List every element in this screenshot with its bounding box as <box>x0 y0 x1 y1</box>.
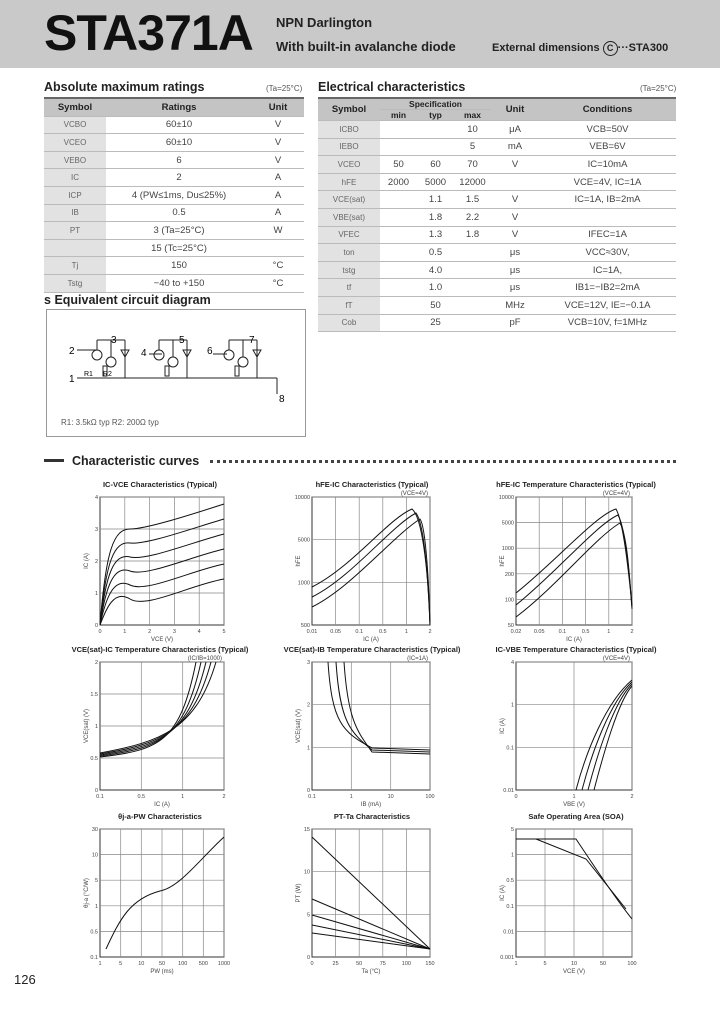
y-tick: 5000 <box>501 520 514 527</box>
x-tick: 100 <box>178 961 188 967</box>
y-tick: 0.5 <box>90 929 98 936</box>
pin-3: 3 <box>111 335 117 346</box>
y-tick: 5 <box>306 912 310 919</box>
y-tick: 5000 <box>297 537 310 544</box>
abs-symbol <box>44 239 106 257</box>
y-axis-label: PT (W) <box>296 883 302 903</box>
x-tick: 4 <box>197 629 201 635</box>
abs-unit: A <box>252 186 304 204</box>
elec-typ: 4.0 <box>417 261 454 279</box>
elec-cond: (Ta=25°C) <box>640 84 677 93</box>
x-tick: 100 <box>425 794 435 800</box>
graph-title: Safe Operating Area (SOA) <box>528 812 624 821</box>
circuit-title: s Equivalent circuit diagram <box>44 293 211 307</box>
elec-symbol: VCE(sat) <box>318 191 380 209</box>
abs-unit: °C <box>252 274 304 292</box>
y-tick: 0.01 <box>503 788 514 794</box>
elec-symbol: hFE <box>318 173 380 191</box>
y-tick: 1 <box>306 745 310 752</box>
elec-symbol: tstg <box>318 261 380 279</box>
abs-unit: V <box>252 151 304 169</box>
abs-unit: °C <box>252 257 304 275</box>
elec-cond: IC=1A, <box>539 261 676 279</box>
graph-7 <box>82 827 236 983</box>
y-tick: 0 <box>306 788 310 794</box>
abs-symbol: Tstg <box>44 274 106 292</box>
graph-title: PT-Ta Characteristics <box>333 812 411 821</box>
circuit-note: R1: 3.5kΩ typ R2: 200Ω typ <box>61 418 159 427</box>
x-tick: 1 <box>98 961 102 967</box>
x-tick: 2 <box>630 794 634 800</box>
x-tick: 2 <box>630 629 634 635</box>
abs-row <box>44 204 304 222</box>
graph-title: θj-a-PW Characteristics <box>118 812 202 821</box>
elec-cond: IB1=−IB2=2mA <box>539 279 676 297</box>
x-tick: 0.05 <box>533 629 545 635</box>
y-tick: 0.001 <box>500 955 514 961</box>
elec-row <box>318 173 676 191</box>
elec-row <box>318 314 676 332</box>
abs-row <box>44 151 304 169</box>
y-axis-label: IC (A) <box>84 553 90 569</box>
y-tick: 0 <box>306 955 310 961</box>
y-tick: 1 <box>510 852 514 859</box>
abs-unit: A <box>252 204 304 222</box>
elec-max <box>454 261 491 279</box>
x-axis-label: IC (A) <box>363 637 379 643</box>
elec-row <box>318 279 676 297</box>
col-spec: Specification <box>380 98 491 110</box>
col-min: min <box>380 110 417 121</box>
elec-row <box>318 226 676 244</box>
y-tick: 5 <box>94 878 98 885</box>
y-axis-label: hFE <box>500 555 506 567</box>
x-tick: 100 <box>401 961 411 967</box>
col-unit: Unit <box>491 98 539 121</box>
y-tick: 0 <box>94 788 98 794</box>
x-tick: 0.1 <box>558 629 567 635</box>
graph-3 <box>498 491 644 651</box>
abs-unit: W <box>252 222 304 240</box>
elec-cond: VEB=6V <box>539 138 676 156</box>
y-tick: 2 <box>94 559 98 565</box>
pin-1: 1 <box>69 374 75 385</box>
graph-9 <box>498 827 644 983</box>
part-number: STA371A <box>44 5 253 61</box>
x-tick: 50 <box>599 961 607 967</box>
x-tick: 0.5 <box>581 629 590 635</box>
y-tick: 2 <box>306 702 310 709</box>
elec-row <box>318 138 676 156</box>
elec-unit <box>491 173 539 191</box>
elec-unit: mA <box>491 138 539 156</box>
y-tick: 0.1 <box>506 903 514 910</box>
y-tick: 10 <box>303 869 310 876</box>
abs-rating: 6 <box>106 151 252 169</box>
y-tick: 3 <box>94 527 98 533</box>
x-axis-label: IC (A) <box>566 637 582 643</box>
y-tick: 0.01 <box>503 929 514 936</box>
x-tick: 10 <box>138 961 145 967</box>
x-tick: 500 <box>198 961 208 967</box>
graph-title: VCE(sat)-IC Temperature Characteristics (Typical) <box>71 645 249 654</box>
elec-table <box>318 97 676 332</box>
y-tick: 4 <box>94 495 98 501</box>
y-tick: 30 <box>91 827 98 833</box>
x-tick: 50 <box>356 961 363 967</box>
r2-label: R2 <box>103 371 112 378</box>
elec-min <box>380 261 417 279</box>
x-tick: 0 <box>514 794 518 800</box>
y-tick: 0.5 <box>506 878 514 885</box>
y-tick: 1 <box>94 591 98 597</box>
elec-min <box>380 279 417 297</box>
elec-row <box>318 208 676 226</box>
graph-2 <box>294 491 442 651</box>
x-tick: 2 <box>428 629 432 635</box>
x-tick: 1 <box>181 794 185 800</box>
abs-rating: 0.5 <box>106 204 252 222</box>
x-tick: 0.01 <box>306 629 318 635</box>
elec-typ: 5000 <box>417 173 454 191</box>
graph-cond: (IC=1A) <box>407 656 428 662</box>
elec-typ: 25 <box>417 314 454 332</box>
elec-min <box>380 296 417 314</box>
elec-min <box>380 191 417 209</box>
y-tick: 0.1 <box>506 745 514 752</box>
elec-row <box>318 296 676 314</box>
col-conditions: Conditions <box>539 98 676 121</box>
x-tick: 1 <box>514 961 518 967</box>
graph-4 <box>82 656 236 816</box>
abs-row <box>44 274 304 292</box>
graph-title: IC-VCE Characteristics (Typical) <box>102 480 218 489</box>
abs-symbol: VEBO <box>44 151 106 169</box>
elec-min <box>380 121 417 139</box>
graph-8 <box>294 827 442 983</box>
elec-typ: 1.1 <box>417 191 454 209</box>
elec-symbol: fT <box>318 296 380 314</box>
abs-symbol: ICP <box>44 186 106 204</box>
elec-symbol: ton <box>318 244 380 262</box>
x-axis-label: VCE (V) <box>562 969 586 975</box>
x-tick: 10 <box>387 794 394 800</box>
abs-row <box>44 257 304 275</box>
graph-title: hFE-IC Temperature Characteristics (Typical) <box>496 480 656 489</box>
elec-min: 50 <box>380 156 417 174</box>
x-axis-label: VCE (V) <box>150 637 174 643</box>
y-tick: 200 <box>504 571 514 578</box>
graph-5 <box>294 656 442 816</box>
x-tick: 1 <box>404 629 408 635</box>
abs-rating: 2 <box>106 169 252 187</box>
elec-typ: 1.3 <box>417 226 454 244</box>
elec-max: 70 <box>454 156 491 174</box>
elec-unit: μs <box>491 244 539 262</box>
elec-row <box>318 261 676 279</box>
elec-cond: IFEC=1A <box>539 226 676 244</box>
y-axis-label: θj-a (°C/W) <box>84 878 90 908</box>
elec-row <box>318 191 676 209</box>
elec-cond: VCB=50V <box>539 121 676 139</box>
abs-unit: V <box>252 116 304 134</box>
x-axis-label: PW (ms) <box>150 969 174 975</box>
x-tick: 5 <box>119 961 123 967</box>
elec-symbol: Cob <box>318 314 380 332</box>
pin-2: 2 <box>69 346 75 357</box>
elec-typ: 50 <box>417 296 454 314</box>
elec-unit: μA <box>491 121 539 139</box>
graph-cond: (VCE=4V) <box>400 491 428 497</box>
elec-typ: 60 <box>417 156 454 174</box>
elec-min <box>380 138 417 156</box>
elec-row <box>318 244 676 262</box>
x-tick: 1000 <box>217 961 231 967</box>
elec-symbol: VFEC <box>318 226 380 244</box>
elec-min <box>380 314 417 332</box>
col-typ: typ <box>417 110 454 121</box>
elec-min <box>380 208 417 226</box>
elec-min <box>380 226 417 244</box>
y-tick: 2 <box>94 660 98 666</box>
elec-max: 12000 <box>454 173 491 191</box>
abs-row <box>44 169 304 187</box>
r1-label: R1 <box>84 371 93 378</box>
x-tick: 0.1 <box>308 794 316 800</box>
pin-8: 8 <box>279 394 285 405</box>
y-tick: 10000 <box>294 495 310 501</box>
x-tick: 2 <box>222 794 226 800</box>
elec-min <box>380 244 417 262</box>
abs-cond: (Ta=25°C) <box>266 84 303 93</box>
elec-typ: 0.5 <box>417 244 454 262</box>
elec-unit: V <box>491 156 539 174</box>
circuit-box <box>46 309 306 437</box>
x-tick: 0 <box>98 629 102 635</box>
elec-cond: VCC≈30V, <box>539 244 676 262</box>
abs-unit <box>252 239 304 257</box>
elec-row <box>318 121 676 139</box>
elec-unit: V <box>491 226 539 244</box>
elec-cond: VCE=12V, IE=−0.1A <box>539 296 676 314</box>
y-tick: 0.5 <box>90 756 98 762</box>
graph-cond: (VCE=4V) <box>602 656 630 662</box>
elec-unit: V <box>491 208 539 226</box>
x-tick: 50 <box>158 961 166 967</box>
abs-row <box>44 134 304 152</box>
subtitle-type: NPN Darlington <box>276 15 373 30</box>
x-axis-label: VBE (V) <box>563 802 585 808</box>
abs-row <box>44 116 304 134</box>
abs-table <box>44 97 304 293</box>
x-tick: 2 <box>148 629 152 635</box>
x-tick: 150 <box>425 961 435 967</box>
x-tick: 0.1 <box>355 629 364 635</box>
x-tick: 0.5 <box>378 629 387 635</box>
graph-title: VCE(sat)-IB Temperature Characteristics (Typical) <box>283 645 461 654</box>
elec-unit: MHz <box>491 296 539 314</box>
elec-unit: μs <box>491 279 539 297</box>
y-tick: 500 <box>300 623 310 629</box>
col-symbol: Symbol <box>318 98 380 121</box>
elec-unit: V <box>491 191 539 209</box>
y-tick: 10 <box>91 852 98 859</box>
elec-typ: 1.0 <box>417 279 454 297</box>
elec-max: 10 <box>454 121 491 139</box>
y-axis-label: hFE <box>296 555 302 567</box>
y-tick: 50 <box>507 623 514 629</box>
x-tick: 0.5 <box>137 794 146 800</box>
abs-title: Absolute maximum ratings <box>44 80 205 94</box>
elec-typ: 1.8 <box>417 208 454 226</box>
x-tick: 100 <box>627 961 637 967</box>
elec-symbol: ICBO <box>318 121 380 139</box>
elec-symbol: VBE(sat) <box>318 208 380 226</box>
pin-4: 4 <box>141 348 147 359</box>
abs-row <box>44 186 304 204</box>
x-tick: 75 <box>379 961 386 967</box>
elec-cond: IC=10mA <box>539 156 676 174</box>
abs-symbol: Tj <box>44 257 106 275</box>
abs-rating: 60±10 <box>106 134 252 152</box>
y-tick: 10000 <box>498 495 514 501</box>
subtitle-feature: With built-in avalanche diode <box>276 39 456 54</box>
abs-unit: A <box>252 169 304 187</box>
x-tick: 0.02 <box>510 629 522 635</box>
elec-symbol: tf <box>318 279 380 297</box>
pin-6: 6 <box>207 346 213 357</box>
abs-row <box>44 222 304 240</box>
y-tick: 0 <box>94 623 98 629</box>
y-tick: 100 <box>504 597 514 604</box>
elec-max: 1.5 <box>454 191 491 209</box>
curves-rule <box>210 460 676 463</box>
col-max: max <box>454 110 491 121</box>
y-tick: 3 <box>306 660 310 666</box>
elec-cond: VCB=10V, f=1MHz <box>539 314 676 332</box>
x-tick: 1 <box>607 629 611 635</box>
elec-unit: μs <box>491 261 539 279</box>
x-axis-label: Ta (°C) <box>361 969 381 975</box>
graph-cond: (IC/IB=1000) <box>187 656 222 662</box>
elec-max: 2.2 <box>454 208 491 226</box>
elec-title: Electrical characteristics <box>318 80 466 94</box>
x-tick: 1 <box>349 794 353 800</box>
graph-6 <box>498 656 644 816</box>
abs-rating: 150 <box>106 257 252 275</box>
elec-max <box>454 296 491 314</box>
abs-rating: −40 to +150 <box>106 274 252 292</box>
x-tick: 1 <box>123 629 127 635</box>
elec-max <box>454 279 491 297</box>
abs-symbol: IB <box>44 204 106 222</box>
elec-typ <box>417 138 454 156</box>
x-axis-label: IB (mA) <box>360 802 382 808</box>
external-dimensions: External dimensions C ···STA300 <box>492 42 669 54</box>
abs-unit: V <box>252 134 304 152</box>
elec-min: 2000 <box>380 173 417 191</box>
y-tick: 0.1 <box>90 955 98 961</box>
y-tick: 1.5 <box>90 692 98 698</box>
elec-typ <box>417 121 454 139</box>
abs-rating: 15 (Tc=25°C) <box>106 239 252 257</box>
page-number: 126 <box>14 972 36 987</box>
elec-max <box>454 244 491 262</box>
elec-cond <box>539 208 676 226</box>
abs-symbol: VCBO <box>44 116 106 134</box>
abs-symbol: PT <box>44 222 106 240</box>
y-axis-label: IC (A) <box>500 885 506 901</box>
y-tick: 1000 <box>297 580 310 587</box>
curves-title: Characteristic curves <box>72 454 200 468</box>
x-tick: 0.05 <box>330 629 341 635</box>
x-tick: 5 <box>543 961 547 967</box>
graph-cond: (VCE=4V) <box>602 491 630 497</box>
pin-5: 5 <box>179 335 185 346</box>
y-axis-label: IC (A) <box>500 718 506 734</box>
abs-row <box>44 239 304 257</box>
elec-unit: pF <box>491 314 539 332</box>
graph-title: hFE-IC Characteristics (Typical) <box>315 480 429 489</box>
x-axis-label: IC (A) <box>154 802 170 808</box>
abs-symbol: VCEO <box>44 134 106 152</box>
x-tick: 25 <box>332 961 339 967</box>
x-tick: 5 <box>222 629 226 635</box>
elec-symbol: VCEO <box>318 156 380 174</box>
y-tick: 1000 <box>501 546 514 553</box>
y-tick: 1 <box>94 724 98 730</box>
x-tick: 0 <box>310 961 314 967</box>
abs-rating: 60±10 <box>106 116 252 134</box>
y-tick: 5 <box>510 827 514 833</box>
col-symbol: Symbol <box>44 98 106 116</box>
x-tick: 10 <box>570 961 578 967</box>
elec-row <box>318 156 676 174</box>
elec-max <box>454 314 491 332</box>
elec-max: 5 <box>454 138 491 156</box>
abs-rating: 4 (PW≤1ms, Du≤25%) <box>106 186 252 204</box>
col-unit: Unit <box>252 98 304 116</box>
x-tick: 0.1 <box>96 794 104 800</box>
graph-1 <box>82 495 236 651</box>
y-axis-label: VCE(sat) (V) <box>84 708 90 744</box>
y-tick: 1 <box>510 702 514 709</box>
elec-cond: VCE=4V, IC=1A <box>539 173 676 191</box>
pin-7: 7 <box>249 335 255 346</box>
y-axis-label: VCE(sat) (V) <box>296 708 302 744</box>
graph-title: IC-VBE Temperature Characteristics (Typical) <box>495 645 657 654</box>
y-tick: 1 <box>94 903 98 910</box>
elec-max: 1.8 <box>454 226 491 244</box>
x-tick: 1 <box>572 794 576 800</box>
y-tick: 15 <box>303 827 310 833</box>
y-tick: 4 <box>510 660 514 666</box>
x-tick: 3 <box>172 629 176 635</box>
elec-cond: IC=1A, IB=2mA <box>539 191 676 209</box>
abs-symbol: IC <box>44 169 106 187</box>
abs-rating: 3 (Ta=25°C) <box>106 222 252 240</box>
elec-symbol: IEBO <box>318 138 380 156</box>
col-ratings: Ratings <box>106 98 252 116</box>
